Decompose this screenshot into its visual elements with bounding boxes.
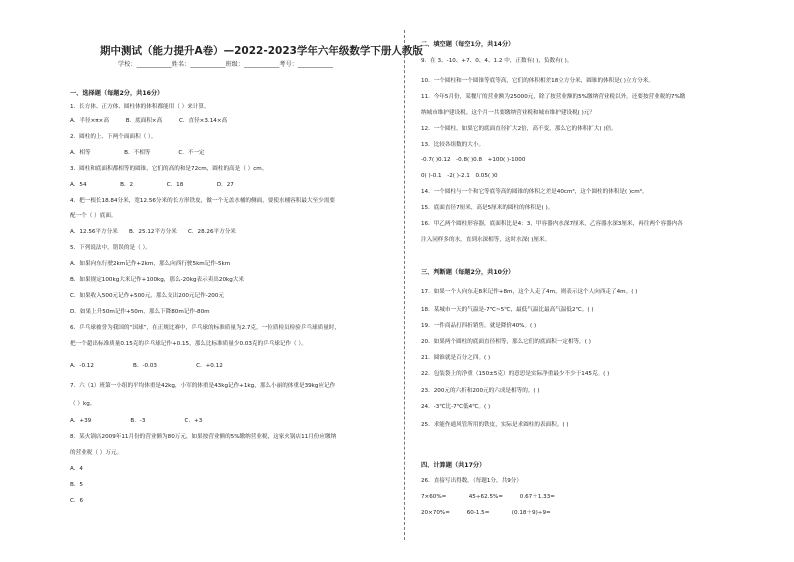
question-line: 9．在 3、-10、+7、0、4、1.2 中，正数有( )，负数有( )。 [421, 58, 573, 64]
question-line: 8．某火锅店2009年11月份的营业额为80万元，如果按营业额的5%缴纳营业税，这家火锅店11月份应缴纳 [70, 434, 337, 440]
question-line: 17．如果一个人向东走8米记作+8m，这个人走了4m，则表示这个人向西走了4m。( ) [421, 289, 638, 295]
section-heading-choice: 一、选择题（每题2分，共16分） [70, 90, 164, 97]
option-line: C．6 [70, 498, 84, 504]
compare-line: -0.7( )0.12 -0.8( )0.8 +100( )-1000 [421, 157, 526, 163]
option-line: C．如果收入500元记作+500元，那么支出200元记作-200元 [70, 293, 225, 299]
question-line: 22．包装袋上的净重（150±5克）的意思是实际净重最少不少于145克。( ) [421, 371, 610, 377]
question-line: 18．某城市一天的气温是-7℃~5℃，最低气温比最高气温低2℃。( ) [421, 307, 594, 313]
question-line: 25．求能作通风管所用的铁皮，实际是求圆柱的表面积。( ) [421, 422, 569, 428]
question-line: 24．-3℃比-7℃低4℃。( ) [421, 404, 491, 410]
question-line: 21．圆锥就是百分之四。( ) [421, 355, 491, 361]
question-line: 配一个（ ）底面。 [70, 213, 117, 219]
question-line: 11．今年5月份，某餐厅的营业额为25000元，除了按营业额的5%缴纳营业税以外，还要按营业税的7%缴 [421, 94, 686, 100]
question-line: 13．比较各组数的大小。 [421, 142, 485, 148]
option-line: A．相等 B．不相等 C．不一定 [70, 150, 205, 156]
calc-line: 7×60%= 45÷62.5%= 0.67＋1.33= [421, 494, 555, 500]
question-line: 1．长方体、正方体、圆柱体的体积都能用（ ）来计算。 [70, 104, 210, 110]
column-divider [404, 30, 405, 540]
option-line: A．半径×π×高 B．底面积×高 C．直径×3.14×高 [70, 118, 228, 124]
option-line: A．54 B．2 C．18 D．27 [70, 182, 234, 188]
question-line: 7．六（1）班第一小组的平均体重是42kg，小军的体重是43kg记作+1kg，那么小丽的体重是39kg应记作 [70, 383, 336, 389]
student-info-line: 学校：___________姓名：___________班级：___________考号：___________ [118, 61, 334, 68]
question-line: 15．底面直径7厘米，高是5厘米的圆柱的体积是( )。 [421, 205, 554, 211]
question-line: 4．把一根长18.84分米，宽12.56分米的长方形铁皮，做一个无盖水桶的侧面，要使水桶容积最大至少需要 [70, 198, 335, 204]
question-line: 把一个超出标准质量0.15克的乒乓球记作+0.15，那么比标准质量少0.03克的乒乓球记作（ ）。 [70, 341, 307, 347]
option-line: A．如果向东行驶2km记作+2km，那么向西行驶5km记作-5km [70, 261, 231, 267]
question-line: 26．直接写出得数。（每题1分，共9分） [421, 478, 522, 484]
question-line: 12．一个圆柱，如果它的底面直径扩大2倍，高不变，那么它的体积扩大( )倍。 [421, 126, 617, 132]
section-heading-fill: 二、填空题（每空1分，共14分） [421, 41, 515, 48]
option-line: B．5 [70, 482, 83, 488]
question-line: 6．乒乓球被誉为我国的“国球”，在正规比赛中，乒乓球的标准质量为2.7克，一位质检员检验乒乓球质量时， [70, 325, 340, 331]
question-line: 注入同样多的水，直到水深相等，这时水深( )厘米。 [421, 237, 551, 243]
option-line: A．-0.12 B．-0.03 C．+0.12 [70, 363, 223, 369]
exam-title: 期中测试（能力提升A卷）—2022-2023学年六年级数学下册人教版 [100, 45, 423, 57]
option-line: A．+39 B．-3 C．+3 [70, 418, 203, 424]
question-line: （ ）kg。 [70, 401, 96, 407]
option-line: A．4 [70, 466, 83, 472]
option-line: B．如果规定100kg大米记作+100kg，那么-20kg表示卖出20kg大米 [70, 277, 244, 283]
question-line: 的营业税（ ）万元。 [70, 450, 123, 456]
option-line: D．如果上升50m记作+50m，那么下降80m记作-80m [70, 309, 210, 315]
section-heading-calc: 四、计算题（共17分） [421, 462, 486, 469]
compare-line: 0( )-0.1 -2( )-2.1 0.05( )0 [421, 173, 498, 179]
question-line: 10．一个圆柱和一个圆锥等底等高，它们的体积相差18立方分米，圆锥的体积是( )立方分米。 [421, 78, 654, 84]
option-line: A．12.56平方分米 B．25.12平方分米 C．28.26平方分米 [70, 229, 236, 235]
question-line: 2．圆柱的上、下两个面面积（ ）。 [70, 134, 157, 140]
question-line: 16．甲乙两个圆柱形容器，底面积比是4：3，甲容器内水深7厘米，乙容器水深3厘米，再往两个容器内各 [421, 221, 683, 227]
question-line: 20．如果两个圆柱的底面直径相等，那么它们的底面积一定相等。( ) [421, 339, 591, 345]
question-line: 23．200元的六折和200元的六成是相等的。( ) [421, 388, 540, 394]
calc-line: 20×70%= 60-1.5= (0.18＋9)÷9= [421, 510, 551, 516]
question-line: 5．下列说法中，错误的是（ ）。 [70, 245, 151, 251]
section-heading-judge: 三、判断题（每题2分，共10分） [421, 269, 515, 276]
question-line: 19．一件商品打四折销售，就是降价40%。( ) [421, 323, 537, 329]
question-line: 3．圆柱和底面积都相等的圆锥，它们的高的和是72cm，圆柱的高是（ ）cm。 [70, 166, 268, 172]
question-line: 纳城市维护建设税。这个月一共要缴纳营业税和城市维护建设税( )元？ [421, 110, 595, 116]
question-line: 14．一个圆柱与一个和它等底等高的圆锥的体积之差是40cm³，这个圆柱的体积是( )cm³。 [421, 189, 648, 195]
